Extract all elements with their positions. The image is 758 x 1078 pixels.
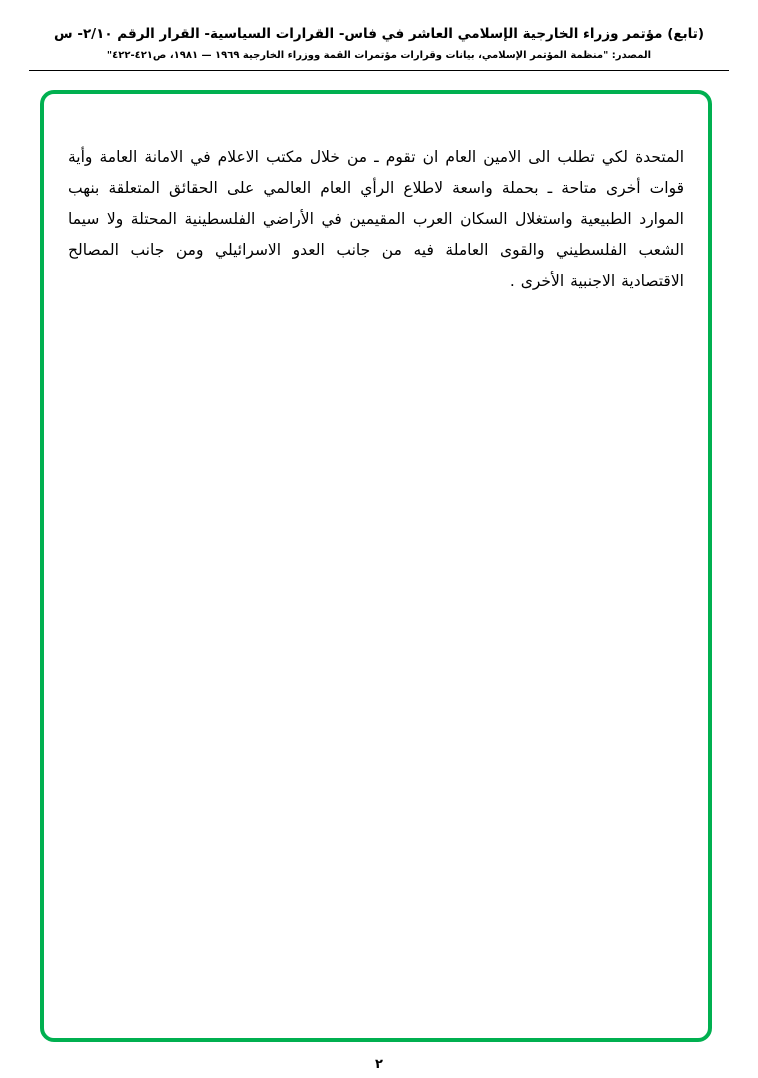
header-title: (تابع) مؤتمر وزراء الخارجية الإسلامي العاشر في فاس- القرارات السياسية- القرار الرقم ٢/١٠- س xyxy=(54,26,704,42)
header-divider xyxy=(29,70,729,71)
header-source-citation: المصدر: "منظمة المؤتمر الإسلامي، بيانات وقرارات مؤتمرات القمة ووزراء الخارجية ١٩٦٩ — ١٩٨١، ص٤٢١-٤٢٢" xyxy=(106,50,652,62)
document-header xyxy=(0,0,758,71)
body-paragraph: المتحدة لكي تطلب الى الامين العام ان تقوم ـ من خلال مكتب الاعلام في الامانة العامة وأية قوات أخرى متاحة ـ بحملة واسعة لاطلاع الرأي العام العالمي على الحقائق المتعلقة بنهب الموارد الطبيعية واستغلال السكان العرب المقيمين في الأراضي الفلسطينية المحتلة ولا سيما الشعب الفلسطيني والقوى العاملة فيه من جانب العدو الاسرائيلي ومن جانب المصالح الاقتصادية الاجنبية الأخرى . xyxy=(68,148,684,290)
green-border-frame xyxy=(40,90,712,1042)
page-number: ٢ xyxy=(375,1057,383,1072)
